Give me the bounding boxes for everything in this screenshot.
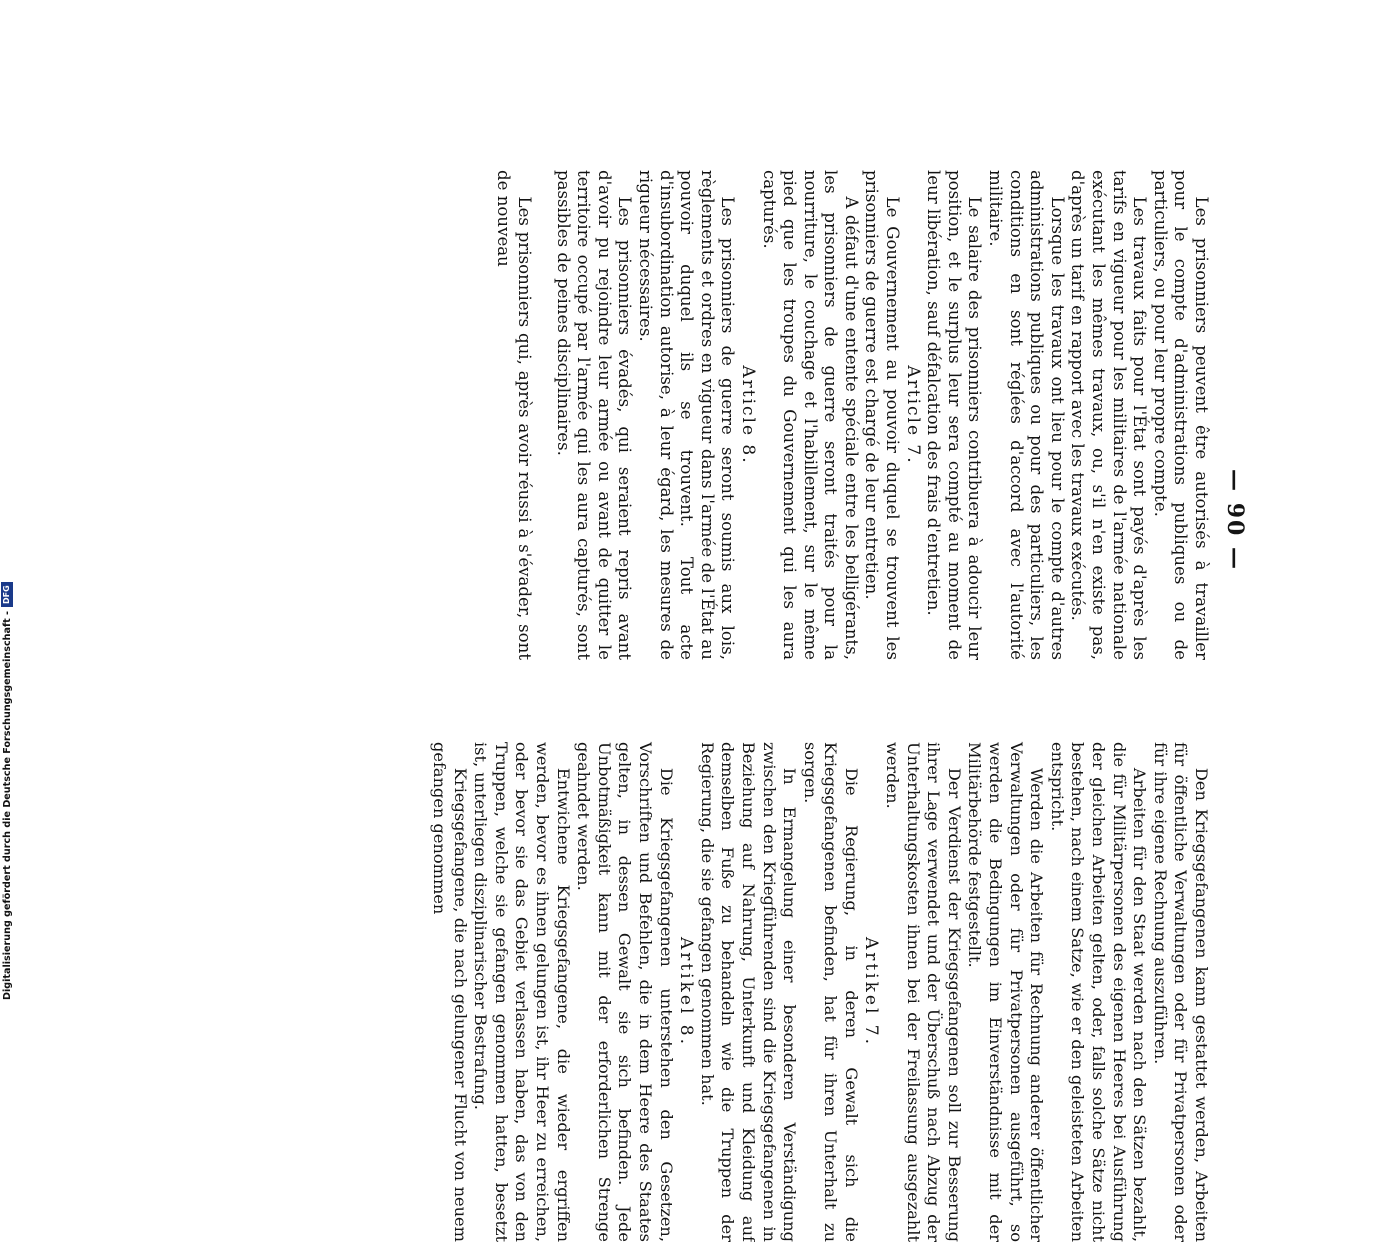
de-paragraph: Die Regierung, in deren Gewalt sich die Kriegsgefangenen befinden, hat für ihren Unterhalt zu sorgen. bbox=[800, 742, 861, 1242]
fr-paragraph: A défaut d'une entente spéciale entre les belligérants, les prisonniers de guerre seront traités pour la nourriture, le couchage et l'habillement, sur le même pied que les troupes du Gouvernement qui les aura capturés. bbox=[759, 170, 861, 660]
de-paragraph: Entwichene Kriegsgefangene, die wieder ergriffen werden, bevor es ihnen gelungen ist, ihr Heer zu erreichen, oder bevor sie das Gebiet verlassen haben, das von den Truppen, welche sie gefangen genommen hatten, besetzt ist, unterliegen disziplinarischer Bestrafung. bbox=[471, 742, 573, 1242]
de-article-7-heading: Artikel 7. bbox=[861, 936, 882, 1048]
fr-paragraph: Lorsque les travaux ont lieu pour le compte d'autres administrations publiques ou pour des particuliers, les conditions en sont réglées d'accord avec l'autorité militaire. bbox=[986, 170, 1067, 660]
german-column bbox=[428, 742, 1217, 1242]
digitization-side-note bbox=[0, 585, 14, 1000]
side-note-text: Digitalisierung gefördert durch die Deutsche Forschungsgemeinschaft - bbox=[1, 610, 13, 1000]
de-paragraph: Die Kriegsgefangenen unterstehen den Gesetzen, Vorschriften und Befehlen, die in dem Heere des Staates gelten, in dessen Gewalt sie sich befinden. Jede Unbotmäßigkeit kann mit der erforderlichen Strenge geahndet werden. bbox=[574, 742, 676, 1242]
fr-paragraph: Le Gouvernement au pouvoir duquel se trouvent les prisonniers de guerre est chargé de leur entretien. bbox=[862, 170, 903, 660]
page-number: — 90 — bbox=[1222, 469, 1248, 571]
fr-paragraph: Les travaux faits pour l'État sont payés d'après les tarifs en vigueur pour les militaires de l'armée nationale exécutant les mêmes travaux, ou, s'il n'en existe pas, d'après un tarif en rapport avec les travaux exécutés. bbox=[1068, 170, 1150, 660]
de-paragraph: Werden die Arbeiten für Rechnung anderer öffentlicher Verwaltungen oder für Privatpersonen ausgeführt, so werden die Bedingungen im Einverständnisse mit der Militärbehörde festgestellt. bbox=[965, 742, 1047, 1242]
de-paragraph: In Ermangelung einer besonderen Verständigung zwischen den Kriegführenden sind die Kriegsgefangenen in Beziehung auf Nahrung, Unterkunft und Kleidung auf demselben Fuße zu behandeln wie die Truppen der Regierung, die sie gefangen genommen hat. bbox=[697, 742, 800, 1242]
fr-paragraph: Le salaire des prisonniers contribuera à adoucir leur position, et le surplus leur sera compté au moment de leur libération, sauf défalcation des frais d'entretien. bbox=[924, 170, 985, 660]
fr-paragraph: Les prisonniers évadés, qui seraient repris avant d'avoir pu rejoindre leur armée ou avant de quitter le territoire occupé par l'armée qui les aura capturés, sont passibles de peines disciplinaires. bbox=[553, 170, 635, 660]
de-paragraph: Arbeiten für den Staat werden nach den Sätzen bezahlt, die für Militärpersonen des eigenen Heeres bei Ausführung der gleichen Arbeiten gelten, oder, falls solche Sätze nicht bestehen, nach einem Satze, wie er den geleisteten Arbeiten entspricht. bbox=[1047, 742, 1150, 1242]
fr-paragraph: Les prisonniers de guerre seront soumis aux lois, règlements et ordres en vigueur dans l'armée de l'État au pouvoir duquel ils se trouvent. Tout acte d'insubordination autorise, à leur égard, les mesures de rigueur nécessaires. bbox=[635, 170, 738, 660]
de-paragraph: Den Kriegsgefangenen kann gestattet werden, Arbeiten für öffentliche Verwaltungen oder für Privatpersonen oder für ihre eigene Rechnung auszuführen. bbox=[1150, 742, 1211, 1242]
fr-paragraph: Les prisonniers qui, après avoir réussi à s'évader, sont de nouveau bbox=[494, 170, 534, 660]
rotated-document-sheet bbox=[145, 170, 1255, 1242]
fr-article-7-heading: Article 7. bbox=[902, 365, 923, 465]
de-article-8-heading: Artikel 8. bbox=[676, 936, 697, 1048]
de-paragraph: Der Verdienst der Kriegsgefangenen soll zur Besserung ihrer Lage verwendet und der Überschuß nach Abzug der Unterhaltungskosten ihnen bei der Freilassung ausgezahlt werden. bbox=[883, 742, 964, 1242]
fr-paragraph: Les prisonniers peuvent être autorisés à travailler pour le compte d'administrations publiques ou de particuliers, ou pour leur propre compte. bbox=[1150, 170, 1211, 660]
french-column bbox=[493, 170, 1217, 660]
de-paragraph: Kriegsgefangene, die nach gelungener Flucht von neuem gefangen genommen bbox=[430, 742, 470, 1242]
fr-article-8-heading: Article 8. bbox=[737, 365, 758, 465]
dfg-logo: DFG bbox=[1, 582, 13, 607]
